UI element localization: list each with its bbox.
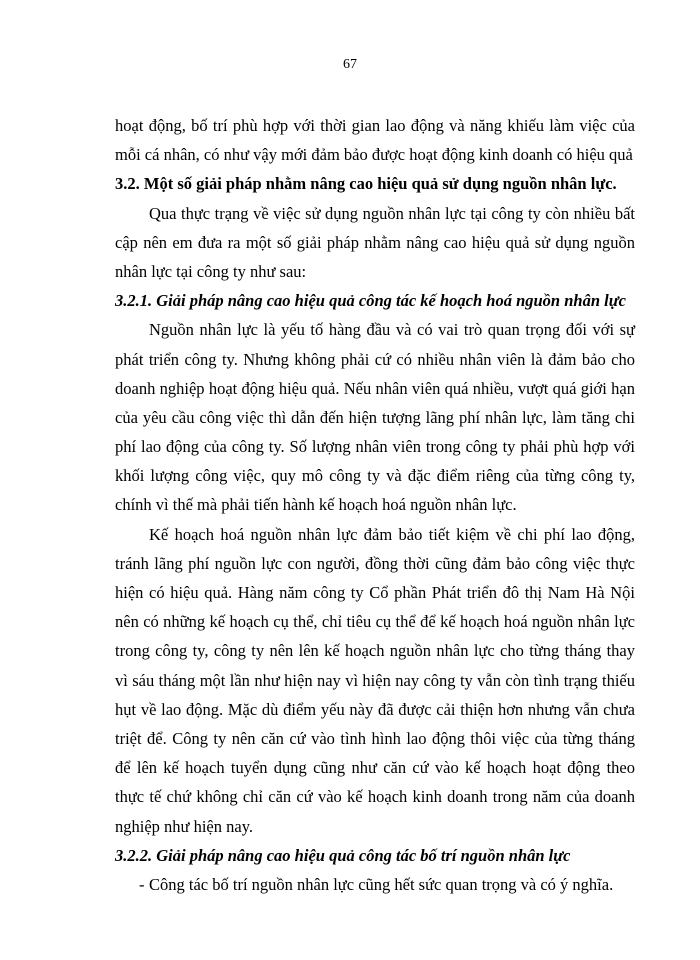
- text-line: phát triển công ty. Nhưng không phải cứ có nhiều nhân viên là đảm bảo cho: [115, 349, 635, 369]
- bullet-item: [115, 870, 635, 899]
- paragraph-continuation: [115, 111, 635, 169]
- text-line: nhân lực tại công ty như sau:: [115, 261, 307, 281]
- text-line: chính vì thế mà phải tiến hành kế hoạch hoá nguồn nhân lực.: [115, 495, 517, 515]
- subsection-heading-3-2-2: 3.2.2. Giải pháp nâng cao hiệu quả công tác bố trí nguồn nhân lực: [115, 845, 571, 865]
- text-line: thực tế chứ không chỉ căn cứ vào kế hoạch kinh doanh trong năm của doanh: [115, 787, 635, 807]
- text-line: hụt về lao động. Mặc dù điểm yếu này đã được cải thiện hơn nhưng vẫn chưa: [115, 699, 635, 719]
- text-line: hoạt động, bố trí phù hợp với thời gian lao động và năng khiếu làm việc của: [115, 116, 635, 135]
- text-line: nghiệp như hiện nay.: [115, 816, 254, 836]
- subsection-heading-3-2-1: 3.2.1. Giải pháp nâng cao hiệu quả công tác kế hoạch hoá nguồn nhân lực: [115, 291, 626, 311]
- text-line: triệt để. Công ty nên căn cứ vào tình hình lao động thôi việc của từng tháng: [115, 728, 635, 748]
- text-line: cập nên em đưa ra một số giải pháp nhằm nâng cao hiệu quả sử dụng nguồn: [115, 232, 635, 252]
- text-line: phí lao động của công ty. Số lượng nhân viên trong công ty phải phù hợp với: [115, 437, 635, 457]
- paragraph-human-resources: [115, 315, 635, 519]
- text-line: của yêu cầu công việc thì dẫn đến hiện tượng lãng phí nhân lực, làm tăng chi: [115, 407, 635, 427]
- text-line: trong công ty, công ty nên lên kế hoạch nguồn nhân lực cho từng tháng thay: [115, 641, 635, 661]
- text-line: mỗi cá nhân, có như vậy mới đảm bảo được hoạt động kinh doanh có hiệu quả: [115, 145, 633, 165]
- bullet-text: Công tác bố trí nguồn nhân lực cũng hết sức quan trọng và có ý nghĩa.: [149, 874, 614, 894]
- text-line: nên có những kế hoạch cụ thể, chỉ tiêu cụ thể để kế hoạch hoá nguồn nhân lực: [115, 612, 635, 632]
- text-line: để lên kế hoạch tuyển dụng cũng như căn cứ vào kế hoạch hoạt động theo: [115, 758, 635, 778]
- text-line: Nguồn nhân lực là yếu tố hàng đầu và có vai trò quan trọng đối với sự: [149, 320, 635, 340]
- page-number: 67: [343, 57, 357, 72]
- text-line: tránh lãng phí nguồn lực con người, đồng thời cũng đảm bảo công việc thực: [115, 553, 635, 573]
- document-body: [115, 111, 635, 899]
- bullet-dash: -: [139, 874, 145, 894]
- text-line: khối lượng công việc, quy mô công ty và đặc điểm riêng của từng công ty,: [115, 466, 635, 486]
- text-line: vì sáu tháng một lần như hiện nay vì hiện nay công ty vẫn còn tình trạng thiếu: [115, 670, 635, 690]
- text-line: hiện có hiệu quả. Hàng năm công ty Cổ phần Phát triển đô thị Nam Hà Nội: [115, 583, 635, 602]
- text-line: Qua thực trạng về việc sử dụng nguồn nhân lực tại công ty còn nhiều bất: [149, 203, 635, 223]
- section-heading-3-2: 3.2. Một số giải pháp nhằm nâng cao hiệu quả sử dụng nguồn nhân lực.: [115, 174, 617, 194]
- text-line: Kế hoạch hoá nguồn nhân lực đảm bảo tiết kiệm về chi phí lao động,: [149, 524, 635, 544]
- paragraph-intro: [115, 199, 635, 287]
- text-line: doanh nghiệp hoạt động hiệu quả. Nếu nhân viên quá nhiều, vượt quá giới hạn: [115, 378, 635, 398]
- paragraph-planning: [115, 520, 635, 841]
